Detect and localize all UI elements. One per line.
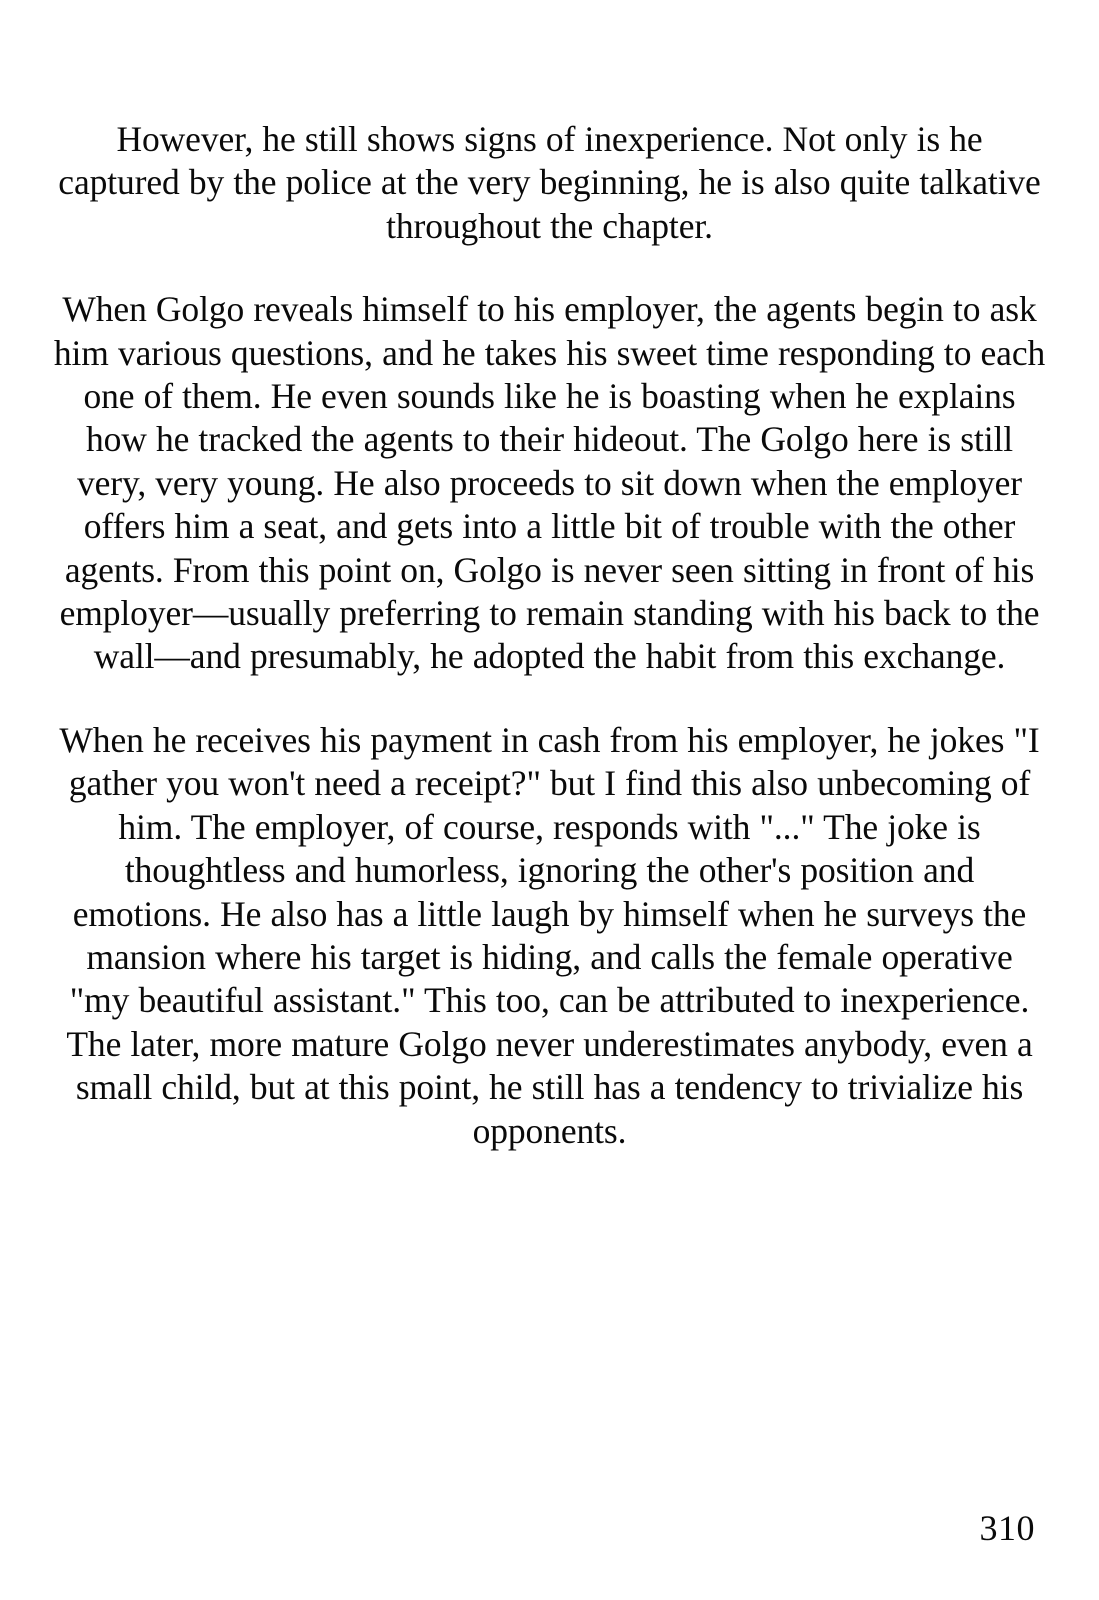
paragraph-3: When he receives his payment in cash from his employer, he jokes "I gather you won't need a receipt?" but I find this also unbecoming of him. The employer, of course, responds with "..." The joke is thoughtless and humorless, ignoring the other's position and emotions. He also has a little laugh by himself when he surveys the mansion where his target is hiding, and calls the female operative "my beautiful assistant." This too, can be attributed to inexperience. The later, more mature Golgo never underestimates anybody, even a small child, but at this point, he still has a tendency to trivialize his opponents. <box>59 719 1040 1151</box>
paragraph-1: However, he still shows signs of inexperience. Not only is he captured by the police at the very beginning, he is also quite talkative throughout the chapter. <box>58 119 1041 246</box>
page-body-text <box>52 118 1047 1153</box>
paragraph-2: When Golgo reveals himself to his employer, the agents begin to ask him various questions, and he takes his sweet time responding to each one of them. He even sounds like he is boasting when he explains how he tracked the agents to their hideout. The Golgo here is still very, very young. He also proceeds to sit down when the employer offers him a seat, and gets into a little bit of trouble with the other agents. From this point on, Golgo is never seen sitting in front of his employer—usually preferring to remain standing with his back to the wall—and presumably, he adopted the habit from this exchange. <box>53 289 1046 677</box>
page-number: 310 <box>979 1508 1035 1548</box>
